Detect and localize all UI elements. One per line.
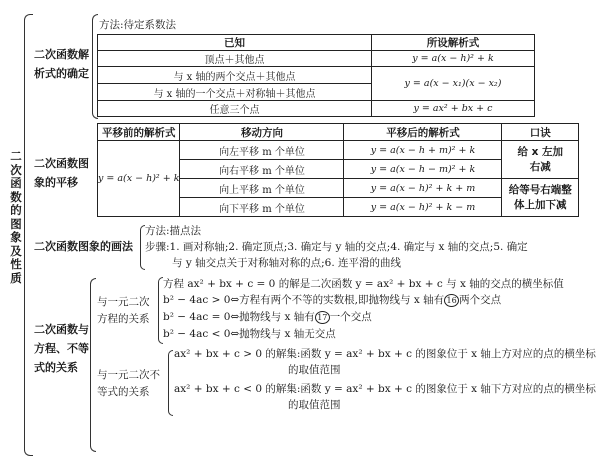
ineq-label: 与一元二次不等式的关系 <box>97 369 160 398</box>
s1-table: 已知 所设解析式 顶点＋其他点 y = a(x − h)² + k 与 x 轴的两个交点＋其他点 y = a(x − x₁)(x − x₂) 与 x 轴的一个交点＋对称轴＋其他点 任意三个点 y = ax² + bx + c <box>97 34 535 117</box>
eq-label: 与一元二次方程的关系 <box>97 296 150 325</box>
section-title-construction: 二次函数解析式的确定 <box>34 48 89 80</box>
answer-blank-17: 一个交点 <box>329 311 372 323</box>
s3-steps-2: 与 y 轴交点关于对称轴对称的点;6. 连平滑的曲线 <box>172 257 401 269</box>
ineq-brace <box>168 350 173 416</box>
answer-blank-16: 两个交点 <box>459 294 502 306</box>
eq-line-4: b² − 4ac < 0⇔抛物线与 x 轴无交点 <box>163 328 336 340</box>
s2-table: 平移前的解析式 移动方向 平移后的解析式 口诀 y = a(x − h)² + k 向左平移 m 个单位 y = a(x − h + m)² + k 给 x 左加右减 向右平移 m 个单位 y = a(x − h − m)² + k 向上平移 m 个单位 y = a(x − h)² + k + m 给等号右端整体上加下减 向下平移 m 个单位 y = a(x − h)² + k − m <box>97 123 579 217</box>
main-brace <box>24 14 33 456</box>
eq-line-2: b² − 4ac > 0⇔方程有两个不等的实数根,即抛物线与 x 轴有 16 两个交点 <box>163 294 502 306</box>
ineq-line-2: 的取值范围 <box>288 364 341 376</box>
s3-method: 方法:描点法 <box>145 225 202 237</box>
s1-method: 方法:待定系数法 <box>99 19 177 31</box>
s3-steps-1: 步骤:1. 画对称轴;2. 确定顶点;3. 确定与 y 轴的交点;4. 确定与 x 轴的交点;5. 确定 <box>145 241 528 253</box>
ineq-line-4: 的取值范围 <box>288 399 341 411</box>
blank-number-16: 16 <box>444 294 459 307</box>
side-title: 二次函数的图象及性质 <box>10 149 22 285</box>
ineq-line-3: ax² + bx + c < 0 的解集:函数 y = ax² + bx + c 的图象位于 x 轴下方对应的点的横坐标 <box>174 383 596 395</box>
eq-line-1: 方程 ax² + bx + c = 0 的解是二次函数 y = ax² + bx + c 与 x 轴的交点的横坐标值 <box>163 278 564 290</box>
s4-brace <box>90 278 96 452</box>
ineq-line-1: ax² + bx + c > 0 的解集:函数 y = ax² + bx + c 的图象位于 x 轴上方对应的点的横坐标 <box>174 348 596 360</box>
section-title-drawing: 二次函数图象的画法 <box>34 240 133 253</box>
section-title-equations: 二次函数与方程、不等式的关系 <box>34 323 89 374</box>
eq-line-3: b² − 4ac = 0⇔抛物线与 x 轴有 17 一个交点 <box>163 311 372 323</box>
section-title-translation: 二次函数图象的平移 <box>34 157 89 189</box>
blank-number-17: 17 <box>315 311 330 324</box>
